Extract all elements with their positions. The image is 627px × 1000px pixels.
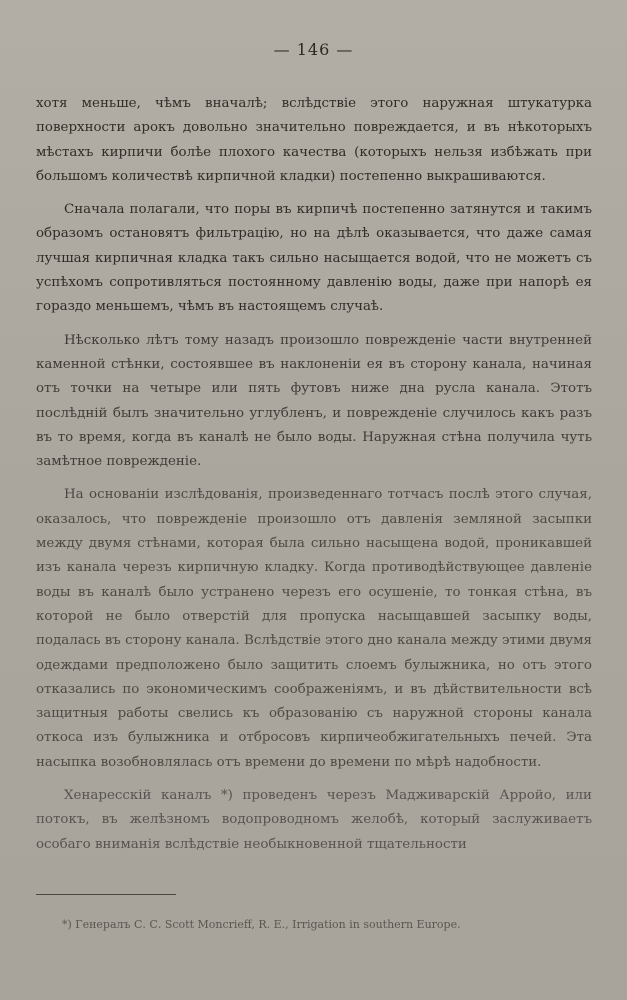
paragraph-4: На основаніи изслѣдованія, произведеннаго тотчасъ послѣ этого случая, оказалось, что поврежденіе произошло отъ давленія земляной засыпки между двумя стѣнами, которая была сильно насыщена водой, проникавшей изъ канала черезъ кирпичную кладку. Когда противодѣйствующее давленіе воды въ каналѣ было устранено черезъ его осушеніе, то тонкая стѣна, въ которой не было отверстій для пропуска насыщавшей засыпку воды, подалась въ сторону канала. Вслѣдствіе этого дно канала между этими двумя одеждами предположено было защитить слоемъ булыжника, но отъ этого отказались по экономическимъ соображеніямъ, и въ дѣйствительности всѣ защитныя работы свелись къ образованію съ наружной стороны канала откоса изъ булыжника и отбросовъ кирпичеобжигательныхъ печей. Эта насыпка возобновлялась отъ времени до времени по мѣрѣ надобности. <box>36 487 592 770</box>
paragraph-1: хотя меньше, чѣмъ вначалѣ; вслѣдствіе этого наружная штукатурка поверхности арокъ довольно значительно повреждается, и въ нѣкоторыхъ мѣстахъ кирпичи болѣе плохого качества (которыхъ нельзя избѣжать при большомъ количествѣ кирпичной кладки) постепенно выкрашиваются. <box>36 96 592 184</box>
footnote: *) Генералъ С. С. Scott Moncrieff, R. E., Irrigation in southern Europe. <box>62 918 461 931</box>
paragraph-5: Хенаресскій каналъ *) проведенъ черезъ Мадживарскій Арройо, или потокъ, въ желѣзномъ водопроводномъ желобѣ, который заслуживаетъ особаго вниманія вслѣдствіе необыкновенной тщательности <box>36 788 592 852</box>
paragraph-2: Сначала полагали, что поры въ кирпичѣ постепенно затянутся и такимъ образомъ остановятъ фильтрацію, но на дѣлѣ оказывается, что даже самая лучшая кирпичная кладка такъ сильно насыщается водой, что не можетъ съ успѣхомъ сопротивляться постоянному давленію воды, даже при напорѣ ея гораздо меньшемъ, чѣмъ въ настоящемъ случаѣ. <box>36 202 592 315</box>
footnote-divider <box>36 894 176 895</box>
page-number: — 146 — <box>273 40 354 59</box>
paragraph-3: Нѣсколько лѣтъ тому назадъ произошло поврежденіе части внутренней каменной стѣнки, состоявшее въ наклоненіи ея въ сторону канала, начиная отъ точки на четыре или пять футовъ ниже дна русла канала. Этотъ послѣдній былъ значительно углубленъ, и поврежденіе случилось какъ разъ въ то время, когда въ каналѣ не было воды. Наружная стѣна получила чуть замѣтное поврежденіе. <box>36 332 592 470</box>
body-text <box>36 92 592 866</box>
